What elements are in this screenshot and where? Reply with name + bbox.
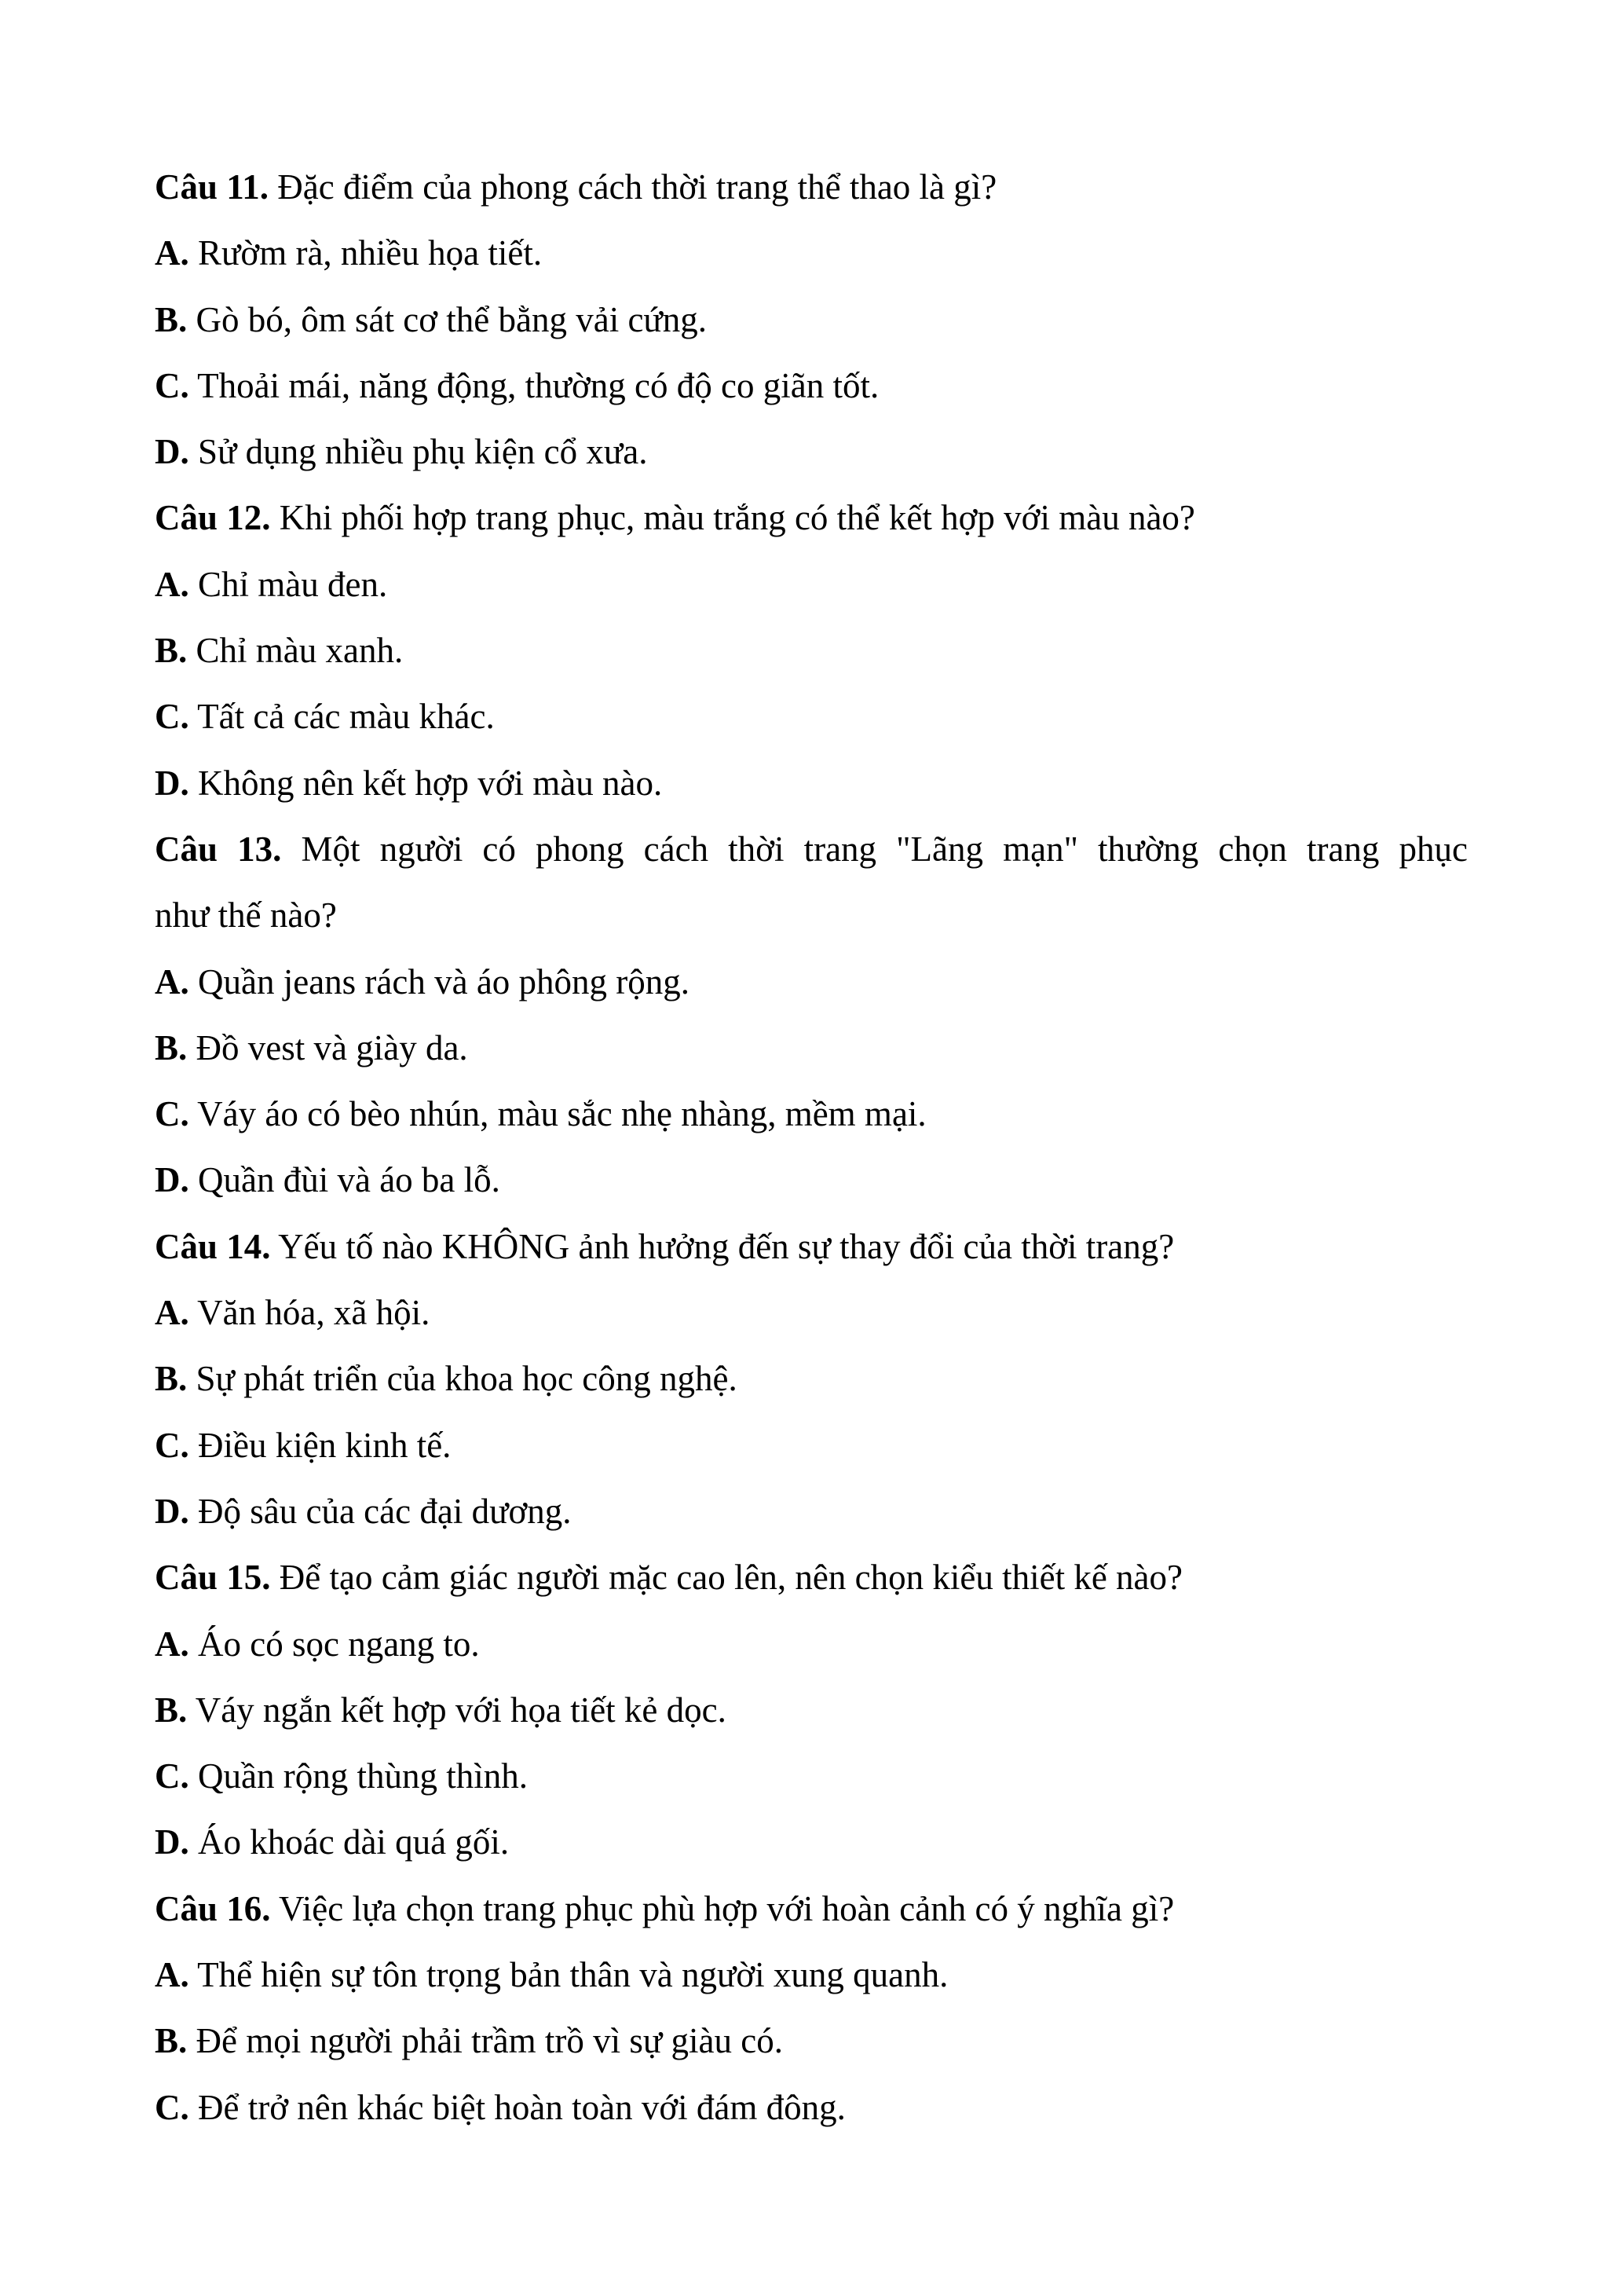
- option-16-a: [155, 1942, 1468, 2008]
- option-12-b: [155, 617, 1468, 683]
- option-text: Không nên kết hợp với màu nào.: [188, 763, 663, 803]
- option-12-c: [155, 683, 1468, 749]
- option-letter: D.: [155, 432, 189, 472]
- question-text: Yếu tố nào KHÔNG ảnh hưởng đến sự thay đổi của thời trang?: [270, 1226, 1175, 1266]
- option-text: Váy ngắn kết hợp với họa tiết kẻ dọc.: [187, 1690, 726, 1730]
- option-15-b: [155, 1677, 1468, 1743]
- option-letter: B.: [155, 1690, 188, 1730]
- option-14-d: [155, 1478, 1468, 1544]
- option-letter: D.: [155, 763, 189, 803]
- option-15-d: [155, 1809, 1468, 1875]
- option-letter: A.: [155, 1955, 189, 1995]
- question-label: Câu 14.: [155, 1226, 271, 1266]
- question-label: Câu 16.: [155, 1888, 271, 1928]
- option-letter: A.: [155, 1624, 189, 1664]
- option-text: Quần đùi và áo ba lỗ.: [188, 1160, 500, 1200]
- question-text: Khi phối hợp trang phục, màu trắng có thể kết hợp với màu nào?: [270, 498, 1195, 538]
- option-text: Điều kiện kinh tế.: [188, 1425, 452, 1465]
- option-text: Gò bó, ôm sát cơ thể bằng vải cứng.: [187, 299, 708, 339]
- option-text: Sự phát triển của khoa học công nghệ.: [187, 1359, 737, 1399]
- option-letter: B.: [155, 1359, 188, 1399]
- option-text: Quần jeans rách và áo phông rộng.: [188, 961, 690, 1002]
- option-15-a: [155, 1611, 1468, 1677]
- option-text: Váy áo có bèo nhún, màu sắc nhẹ nhàng, mềm mại.: [188, 1094, 927, 1134]
- option-text: Để mọi người phải trầm trồ vì sự giàu có.: [187, 2021, 783, 2061]
- option-text: Thoải mái, năng động, thường có độ co giãn tốt.: [188, 365, 880, 405]
- question-text: Đặc điểm của phong cách thời trang thể thao là gì?: [269, 167, 997, 207]
- option-letter: C.: [155, 1425, 189, 1465]
- option-letter: B.: [155, 299, 188, 339]
- question-16: [155, 1876, 1468, 1942]
- option-text: Đồ vest và giày da.: [187, 1027, 468, 1067]
- question-text: Một người có phong cách thời trang "Lãng mạn" thường chọn trang phục: [281, 829, 1468, 869]
- option-letter: A.: [155, 961, 189, 1002]
- option-letter: A.: [155, 233, 189, 273]
- option-12-a: [155, 551, 1468, 617]
- option-text: Rườm rà, nhiều họa tiết.: [188, 233, 543, 273]
- option-text: Áo khoác dài quá gối.: [188, 1822, 510, 1862]
- option-15-c: [155, 1743, 1468, 1809]
- option-text: Sử dụng nhiều phụ kiện cổ xưa.: [188, 432, 648, 472]
- option-14-b: [155, 1346, 1468, 1412]
- option-letter: C.: [155, 1094, 189, 1134]
- option-13-c: [155, 1081, 1468, 1147]
- option-letter: D.: [155, 1822, 189, 1862]
- question-text-continued: như thế nào?: [155, 895, 337, 936]
- option-11-b: [155, 287, 1468, 353]
- option-14-c: [155, 1412, 1468, 1478]
- question-label: Câu 12.: [155, 498, 271, 538]
- option-text: Văn hóa, xã hội.: [188, 1293, 430, 1333]
- question-text: Việc lựa chọn trang phục phù hợp với hoàn cảnh có ý nghĩa gì?: [270, 1888, 1175, 1928]
- question-label: Câu 11.: [155, 167, 269, 207]
- question-label: Câu 15.: [155, 1558, 271, 1598]
- question-11: [155, 154, 1468, 220]
- question-14: [155, 1214, 1468, 1280]
- question-text: Để tạo cảm giác người mặc cao lên, nên chọn kiểu thiết kế nào?: [270, 1558, 1183, 1598]
- option-letter: B.: [155, 631, 188, 671]
- option-letter: A.: [155, 1293, 189, 1333]
- option-letter: B.: [155, 1027, 188, 1067]
- question-13-continued: [155, 882, 1468, 948]
- option-13-d: [155, 1147, 1468, 1213]
- option-letter: C.: [155, 697, 189, 737]
- question-12: [155, 485, 1468, 551]
- question-15: [155, 1544, 1468, 1610]
- option-13-b: [155, 1015, 1468, 1081]
- option-text: Quần rộng thùng thình.: [188, 1756, 528, 1796]
- option-letter: A.: [155, 564, 189, 604]
- question-label: Câu 13.: [155, 829, 282, 869]
- option-16-c: [155, 2074, 1468, 2140]
- option-letter: D.: [155, 1491, 189, 1531]
- option-letter: C.: [155, 1756, 189, 1796]
- option-11-d: [155, 419, 1468, 485]
- option-12-d: [155, 750, 1468, 816]
- question-13: [155, 816, 1468, 882]
- option-text: Để trở nên khác biệt hoàn toàn với đám đông.: [188, 2087, 846, 2127]
- option-letter: B.: [155, 2021, 188, 2061]
- option-text: Áo có sọc ngang to.: [188, 1624, 480, 1664]
- option-letter: C.: [155, 365, 189, 405]
- option-16-b: [155, 2008, 1468, 2074]
- option-text: Thể hiện sự tôn trọng bản thân và người xung quanh.: [188, 1955, 949, 1995]
- option-11-a: [155, 220, 1468, 286]
- option-text: Chỉ màu xanh.: [187, 631, 404, 671]
- option-13-a: [155, 949, 1468, 1015]
- option-14-a: [155, 1280, 1468, 1346]
- option-text: Tất cả các màu khác.: [188, 697, 495, 737]
- document-page: [155, 154, 1468, 2140]
- option-text: Chỉ màu đen.: [188, 564, 388, 604]
- option-letter: C.: [155, 2087, 189, 2127]
- option-letter: D.: [155, 1160, 189, 1200]
- option-text: Độ sâu của các đại dương.: [188, 1491, 572, 1531]
- option-11-c: [155, 353, 1468, 419]
